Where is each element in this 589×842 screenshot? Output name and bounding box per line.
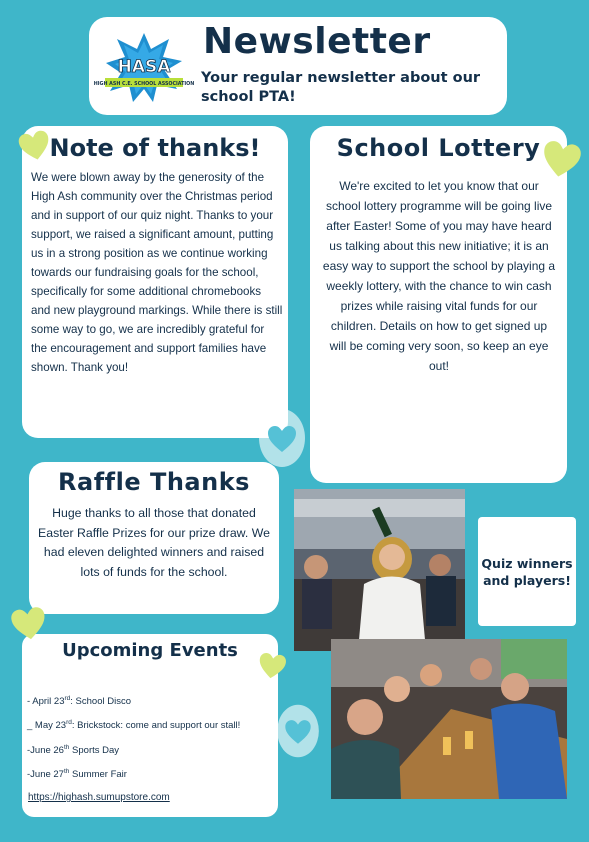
events-title: Upcoming Events xyxy=(62,640,238,661)
thanks-card xyxy=(22,126,288,438)
heart-icon xyxy=(257,652,287,682)
heart-icon xyxy=(274,702,322,760)
heart-icon xyxy=(18,130,52,164)
raffle-card xyxy=(29,462,279,614)
event-item: _ May 23rd: Brickstock: come and support our stall! xyxy=(27,719,241,732)
quiz-caption-card xyxy=(478,517,576,626)
event-item: -June 27th Summer Fair xyxy=(27,768,127,781)
thanks-body: We were blown away by the generosity of the High Ash community over the Christmas period and in support of our quiz night. Thanks to your support, we raised a significant amount, putting us in a strong position as we continue working towards our fundraising goals for the school, specifically for some additional chromebooks and new playground markings. While there is still some way to go, we are incredibly grateful for the encouragement and support families have shown. Thank you! xyxy=(31,171,283,374)
heart-icon xyxy=(256,406,308,470)
heart-icon xyxy=(10,606,48,644)
svg-text:HASA: HASA xyxy=(117,57,171,77)
events-list xyxy=(27,688,240,786)
shop-link[interactable]: https://highash.sumupstore.com xyxy=(28,792,170,803)
photo-quiz-winners xyxy=(331,639,567,799)
svg-text:HIGH ASH C.E. SCHOOL ASSOCIATI: HIGH ASH C.E. SCHOOL ASSOCIATION xyxy=(93,82,195,87)
newsletter-subtitle: Your regular newsletter about our school PTA! xyxy=(201,70,481,105)
newsletter-title: Newsletter xyxy=(203,21,431,62)
lottery-body: We're excited to let you know that our school lottery programme will be going live after Easter! Some of you may have heard us talking about this new initiative; it is an easy way to support the school by playing a weekly lottery, with the chance to win cash prizes while raising vital funds for our children. Details on how to get signed up will be coming very soon, so keep an eye out! xyxy=(322,179,556,373)
header-card xyxy=(89,17,507,115)
photo-raffle-winner xyxy=(294,489,465,651)
event-item: - April 23rd: School Disco xyxy=(27,695,132,708)
raffle-body: Huge thanks to all those that donated Easter Raffle Prizes for our prize draw. We had eleven delighted winners and raised lots of funds for the school. xyxy=(38,506,270,579)
thanks-title: Note of thanks! xyxy=(49,134,261,162)
quiz-caption: Quiz winners and players! xyxy=(481,555,573,588)
hasa-logo xyxy=(93,31,195,103)
lottery-title: School Lottery xyxy=(336,134,541,162)
raffle-title: Raffle Thanks xyxy=(58,468,250,496)
lottery-card xyxy=(310,126,567,483)
event-item: -June 26th Sports Day xyxy=(27,743,120,757)
heart-icon xyxy=(540,140,582,182)
events-card xyxy=(22,634,278,817)
